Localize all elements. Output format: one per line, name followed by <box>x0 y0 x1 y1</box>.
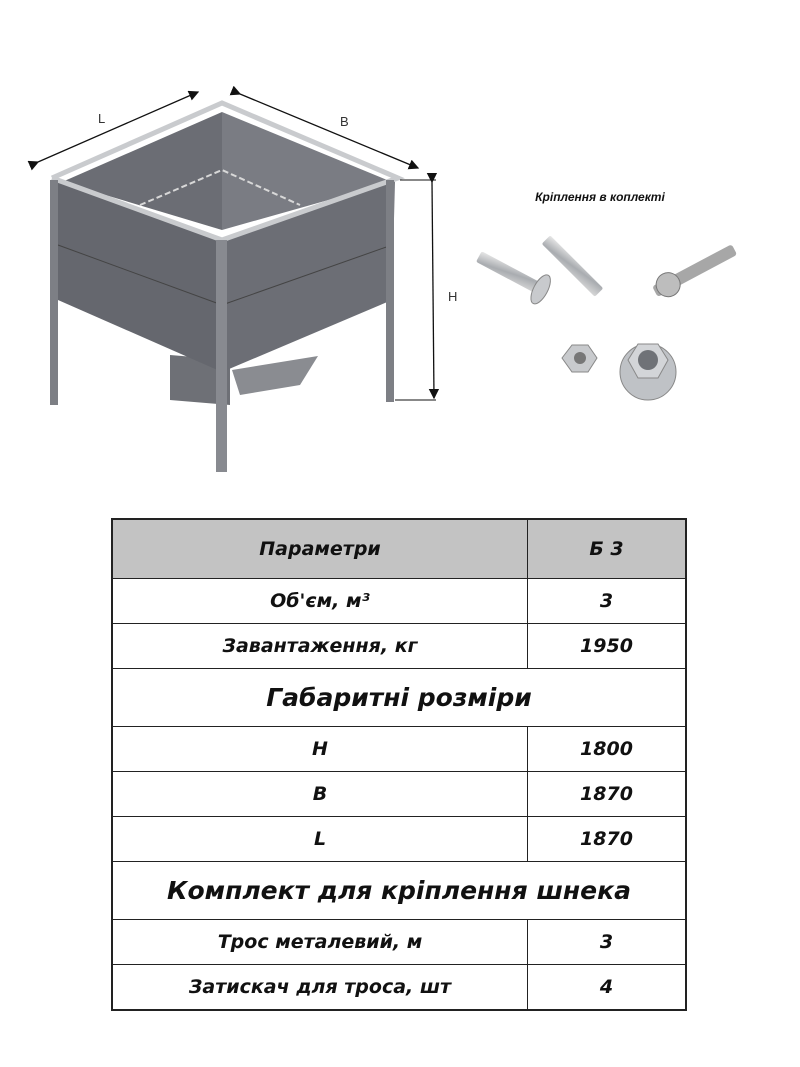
kit-caption: Кріплення в коплекті <box>535 190 665 204</box>
table-row <box>112 579 686 624</box>
header-model: Б 3 <box>528 519 687 579</box>
section-row-kit <box>112 862 686 920</box>
row-value: 1800 <box>528 727 687 772</box>
screw-icon <box>649 239 740 302</box>
dimension-label-width: B <box>340 114 349 129</box>
table-row <box>112 817 686 862</box>
dimension-label-length: L <box>98 111 106 126</box>
bolt-icon <box>542 235 604 297</box>
row-value: 4 <box>528 965 687 1011</box>
section-row-dimensions <box>112 669 686 727</box>
flange-nut-icon <box>562 345 597 372</box>
row-label: Затискач для троса, шт <box>112 965 528 1011</box>
row-value: 1870 <box>528 817 687 862</box>
row-label: B <box>112 772 528 817</box>
table-header-row <box>112 519 686 579</box>
row-value: 3 <box>528 579 687 624</box>
table-row <box>112 920 686 965</box>
specifications-table <box>111 518 687 1011</box>
row-value: 1950 <box>528 624 687 669</box>
row-label: L <box>112 817 528 862</box>
row-label: Завантаження, кг <box>112 624 528 669</box>
bolt-icon <box>471 242 554 306</box>
dimension-label-height: H <box>448 289 458 304</box>
row-label: Об'єм, м³ <box>112 579 528 624</box>
table-row <box>112 624 686 669</box>
row-value: 3 <box>528 920 687 965</box>
row-label: Трос металевий, м <box>112 920 528 965</box>
table-row <box>112 772 686 817</box>
header-parameters: Параметри <box>112 519 528 579</box>
flange-nut-icon <box>620 344 676 400</box>
section-title: Комплект для кріплення шнека <box>112 862 686 920</box>
fasteners-illustration <box>471 235 740 400</box>
table-row <box>112 965 686 1011</box>
row-value: 1870 <box>528 772 687 817</box>
bunker-drawing <box>0 0 800 500</box>
table-row <box>112 727 686 772</box>
row-label: H <box>112 727 528 772</box>
section-title: Габаритні розміри <box>112 669 686 727</box>
bunker-illustration <box>38 92 436 472</box>
